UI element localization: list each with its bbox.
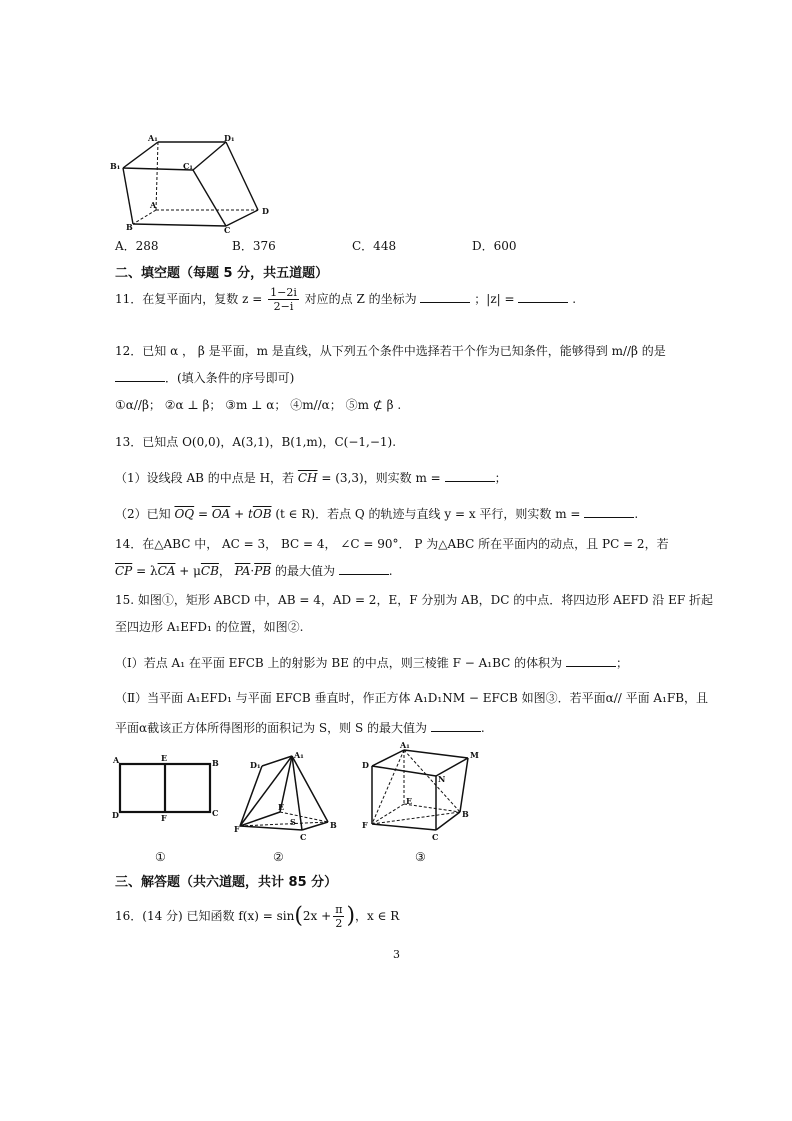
q11-blank-2[interactable] <box>518 291 568 303</box>
q13-p2-text-b: (t ∈ R)．若点 Q 的轨迹与直线 y = x 平行，则实数 m = <box>275 507 581 521</box>
svg-text:N: N <box>438 774 446 784</box>
question-16: 16．(14 分) 已知函数 f(x) = sin(2x + $\frac{\pi}{2}$ )，x ∈ R <box>115 903 400 930</box>
q15-part-1-text-a: （Ⅰ）若点 A₁ 在平面 EFCB 上的射影为 BE 的中点，则三棱锥 F − A₁BC 的体积为 <box>115 656 563 670</box>
figure-2-folded <box>232 752 344 842</box>
svg-text:F: F <box>234 824 240 834</box>
svg-text:A: A <box>113 755 120 765</box>
figure-3-caption: ③ <box>415 850 426 864</box>
q14-blank[interactable] <box>339 563 389 575</box>
svg-text:M: M <box>470 750 479 760</box>
q15-line-2: 至四边形 A₁EFD₁ 的位置，如图②. <box>115 620 304 634</box>
figure-1-caption: ① <box>155 850 166 864</box>
svg-text:A₁: A₁ <box>400 742 410 750</box>
q12-line-2-text: ．(填入条件的序号即可) <box>165 371 295 385</box>
svg-text:A₁: A₁ <box>294 752 304 760</box>
section3-title: 三、解答题（共六道题，共计 85 分） <box>115 875 338 890</box>
q13-p1-text-c: ； <box>494 471 507 485</box>
q16-text-1: 16．(14 分) 已知函数 f(x) = sin <box>115 909 295 923</box>
q13-vector-equation: $\overline{OQ} = \overline{OA} + t\overline{OB}$ <box>174 507 272 521</box>
q12-conditions: ①α//β； ②α ⊥ β； ③m ⊥ α； ④m//α； ⑤m ⊄ β . <box>115 398 402 412</box>
svg-text:C: C <box>212 808 219 818</box>
q14-line-1: 14．在△ABC 中， AC = 3， BC = 4， ∠C = 90°． P 为△ABC 所在平面内的动点，且 PC = 2，若 <box>115 537 669 551</box>
svg-text:S: S <box>290 817 296 827</box>
q11-text-3: ；|z| = <box>474 292 515 306</box>
q13-blank-1[interactable] <box>445 470 495 482</box>
option-a: A．288 <box>115 239 159 253</box>
q16-denominator: 2 <box>335 917 343 930</box>
q15-blank-2[interactable] <box>431 720 481 732</box>
q13-p2-text-c: . <box>634 507 639 521</box>
page-number: 3 <box>393 948 400 961</box>
q15-part-2-line-1: （Ⅱ）当平面 A₁EFD₁ 与平面 EFCB 垂直时，作正方体 A₁D₁NM − EFCB 如图③．若平面α// 平面 A₁FB，且 <box>115 691 709 705</box>
svg-text:C₁: C₁ <box>183 161 193 171</box>
figure-3-cube <box>360 742 482 842</box>
q11-fraction <box>268 286 299 313</box>
svg-text:D: D <box>362 760 369 770</box>
q11-text-1: 11．在复平面内，复数 z = <box>115 292 263 306</box>
svg-text:F: F <box>362 820 368 830</box>
option-c: C．448 <box>352 239 397 253</box>
q16-inner: 2x + <box>302 909 332 923</box>
q12-blank[interactable] <box>115 370 165 382</box>
svg-text:E: E <box>161 753 168 763</box>
q12-line-1: 12．已知 α ， β 是平面，m 是直线，从下列五个条件中选择若干个作为已知条件，能够得到 m//β 的是 <box>115 344 666 358</box>
svg-text:D: D <box>112 810 119 820</box>
svg-text:C: C <box>224 225 231 234</box>
option-b: B．376 <box>232 239 276 253</box>
figure-1-rectangle <box>110 752 222 822</box>
svg-text:B₁: B₁ <box>110 161 121 171</box>
svg-text:B: B <box>212 758 219 768</box>
question-11 <box>115 286 576 313</box>
q11-text-4: . <box>572 292 577 306</box>
q13-p1-text-b: = (3,3)，则实数 m = <box>321 471 441 485</box>
q14-line-2-text-a: ， <box>218 564 231 578</box>
svg-text:F: F <box>161 813 167 822</box>
q15-part-2-line-2 <box>115 720 485 736</box>
svg-text:C: C <box>432 832 439 842</box>
svg-text:D: D <box>262 206 269 216</box>
q13-part-1 <box>115 470 507 486</box>
q15-blank-1[interactable] <box>566 655 616 667</box>
q15-line-1: 15. 如图①，矩形 ABCD 中，AB = 4，AD = 2，E，F 分别为 AB，DC 的中点．将四边形 AEFD 沿 EF 折起 <box>115 593 713 607</box>
q11-blank-1[interactable] <box>420 291 470 303</box>
option-d: D．600 <box>472 239 517 253</box>
svg-text:C: C <box>300 832 307 842</box>
svg-text:E: E <box>406 796 413 806</box>
figure-2-caption: ② <box>273 850 284 864</box>
section2-title: 二、填空题（每题 5 分，共五道题） <box>115 266 329 281</box>
svg-text:E: E <box>278 802 285 812</box>
svg-text:D₁: D₁ <box>224 133 235 143</box>
q16-text-2: ，x ∈ R <box>355 909 400 923</box>
q13-part-2 <box>115 506 638 522</box>
q15-part-1-text-b: ； <box>615 656 628 670</box>
svg-text:B: B <box>330 820 337 830</box>
q13-stem: 13．已知点 O(0,0)，A(3,1)，B(1,m)，C(−1,−1). <box>115 435 397 449</box>
q14-dot-product: $\overline{PA}\cdot\overline{PB}$ <box>234 564 272 578</box>
svg-text:D₁: D₁ <box>250 760 261 770</box>
q14-vector-equation: $\overline{CP} = \lambda\overline{CA} + \mu\overline{CB}$ <box>115 564 219 578</box>
q15-part-2-text-a: 平面α截该正方体所得图形的面积记为 S，则 S 的最大值为 <box>115 721 427 735</box>
q13-blank-2[interactable] <box>584 506 634 518</box>
q11-text-2: 对应的点 Z 的坐标为 <box>304 292 417 306</box>
svg-text:A₁: A₁ <box>148 133 158 143</box>
q14-line-2-text-b: 的最大值为 <box>274 564 335 578</box>
prism-figure <box>108 132 278 234</box>
svg-text:A: A <box>150 200 157 210</box>
svg-text:B: B <box>126 222 133 232</box>
q16-numerator: π <box>335 903 343 916</box>
q14-line-2-text-c: . <box>388 564 393 578</box>
q11-numerator: 1−2i <box>270 286 297 299</box>
q14-line-2 <box>115 563 393 579</box>
q13-p2-text-a: （2）已知 <box>115 507 171 521</box>
q16-fraction <box>333 903 344 930</box>
q11-denominator: 2−i <box>273 300 294 313</box>
q15-part-1 <box>115 655 628 671</box>
q13-vector-ch: $\overline{CH}$ <box>297 471 318 485</box>
svg-text:B: B <box>462 809 469 819</box>
q13-p1-text-a: （1）设线段 AB 的中点是 H，若 <box>115 471 295 485</box>
q15-part-2-text-b: . <box>480 721 485 735</box>
q12-line-2 <box>115 370 294 386</box>
